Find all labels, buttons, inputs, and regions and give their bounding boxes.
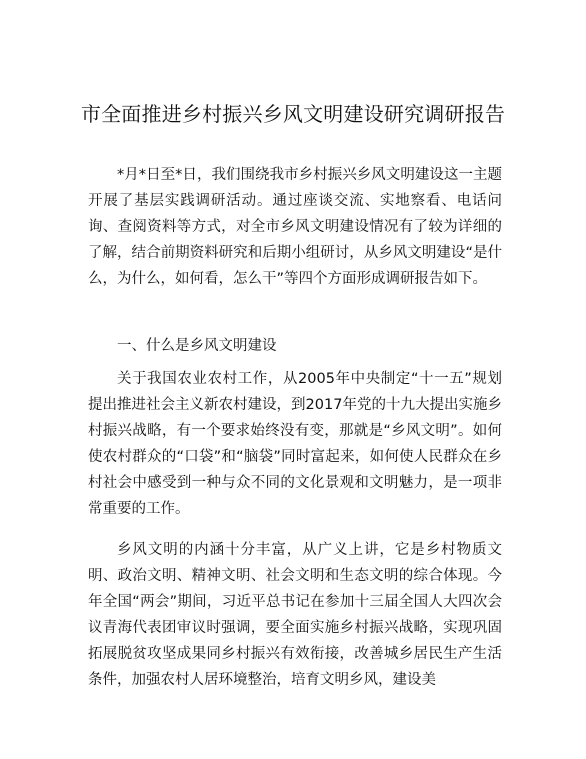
intro-paragraph: *月*日至*日，我们围绕我市乡村振兴乡风文明建设这一主题开展了基层实践调研活动。通过座谈交流、实地察看、电话问询、查阅资料等方式，对全市乡风文明建设情况有了较为详细的了解，结合前期资料研究和后期小组研讨，从乡风文明建设“是什么，为什么，如何看，怎么干”等四个方面形成调研报告如下。 [88,167,502,287]
section-heading: 一、什么是乡风文明建设 [117,338,277,354]
document-title: 市全面推进乡村振兴乡风文明建设研究调研报告 [80,102,506,126]
section-paragraph: 乡风文明的内涵十分丰富，从广义上讲，它是乡村物质文明、政治文明、精神文明、社会文明和生态文明的综合体现。今年全国“两会”期间，习近平总书记在参加十三届全国人大四次会议青海代表团审议时强调，要全面实施乡村振兴战略，实现巩固拓展脱贫攻坚成果同乡村振兴有效衔接，改善城乡居民生产生活条件，加强农村人居环境整治，培育文明乡风，建设美 [88,542,502,688]
section-paragraph: 关于我国农业农村工作，从2005年中央制定“十一五”规划提出推进社会主义新农村建设，到2017年党的十九大提出实施乡村振兴战略，有一个要求始终没有变，那就是“乡风文明”。如何使农村群众的“口袋”和“脑袋”同时富起来，如何使人民群众在乡村社会中感受到一种与众不同的文化景观和文明魅力，是一项非常重要的工作。 [88,371,502,517]
